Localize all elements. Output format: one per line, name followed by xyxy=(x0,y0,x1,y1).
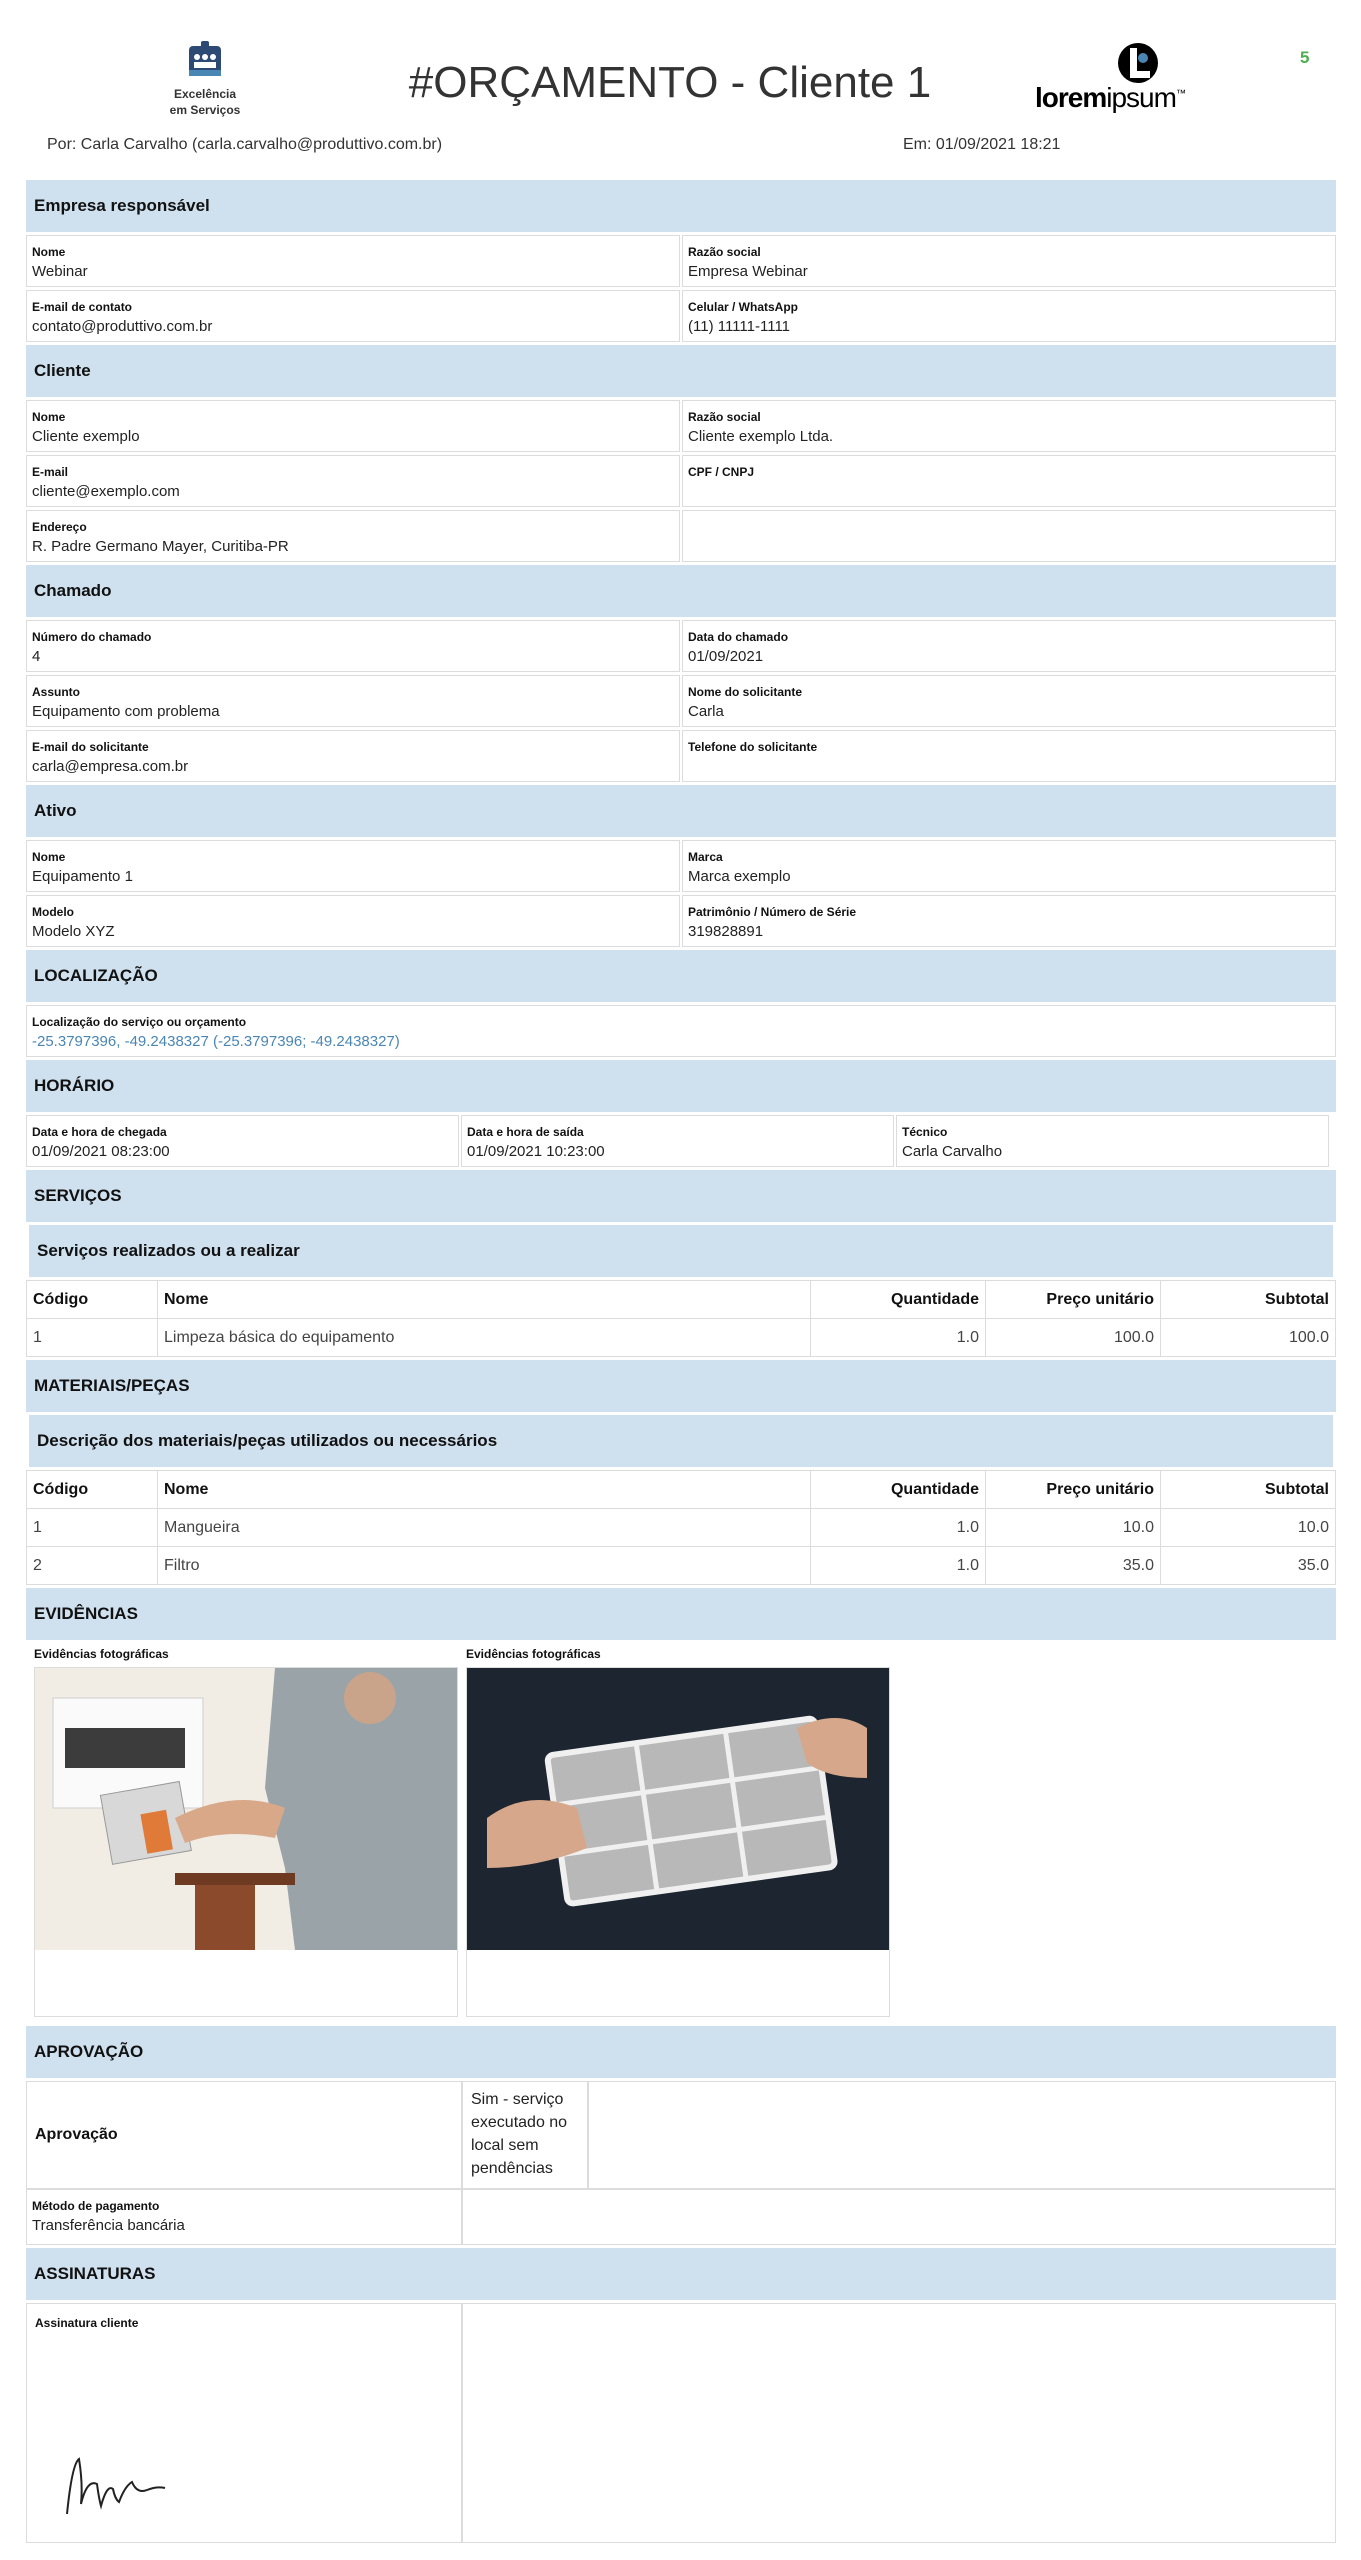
table-row: 1 Mangueira 1.0 10.0 10.0 xyxy=(27,1509,1336,1547)
report-body xyxy=(26,180,1336,2543)
section-empresa: Empresa responsável xyxy=(26,180,1336,232)
col-nome: Nome xyxy=(158,1471,811,1509)
table-row: 1 Limpeza básica do equipamento 1.0 100.0 100.0 xyxy=(27,1319,1336,1357)
section-ativo: Ativo xyxy=(26,785,1336,837)
field-ativo-patrimonio: Patrimônio / Número de Série 319828891 xyxy=(682,895,1336,947)
location-link[interactable]: -25.3797396, -49.2438327 (-25.3797396; -49.2438327) xyxy=(32,1033,400,1050)
signature-client: Assinatura cliente xyxy=(26,2303,462,2543)
logo-tagline-2: em Serviços xyxy=(169,103,241,117)
field-empresa-nome: Nome Webinar xyxy=(26,235,680,287)
col-preco: Preço unitário xyxy=(986,1471,1161,1509)
field-ativo-marca: Marca Marca exemplo xyxy=(682,840,1336,892)
field-empresa-celular: Celular / WhatsApp (11) 11111-1111 xyxy=(682,290,1336,342)
date-line: Em: 01/09/2021 18:21 xyxy=(903,136,1061,153)
section-aprovacao: APROVAÇÃO xyxy=(26,2026,1336,2078)
photo-ac-cleaning[interactable] xyxy=(35,1668,457,1950)
section-cliente: Cliente xyxy=(26,345,1336,397)
field-chamado-data: Data do chamado 01/09/2021 xyxy=(682,620,1336,672)
col-quantidade: Quantidade xyxy=(811,1281,986,1319)
company-logo xyxy=(160,40,250,117)
field-ativo-nome: Nome Equipamento 1 xyxy=(26,840,680,892)
field-empty xyxy=(682,510,1336,562)
signature-image xyxy=(57,2444,177,2524)
evidence-photo-2: Evidências fotográficas xyxy=(466,1647,890,2019)
section-horario: HORÁRIO xyxy=(26,1060,1336,1112)
field-horario-tecnico: Técnico Carla Carvalho xyxy=(896,1115,1329,1167)
photo-air-filter[interactable] xyxy=(467,1668,889,1950)
section-servicos: SERVIÇOS xyxy=(26,1170,1336,1222)
field-horario-saida: Data e hora de saída 01/09/2021 10:23:00 xyxy=(461,1115,894,1167)
lorem-logo-wordmark: loremipsum™ xyxy=(1035,82,1185,113)
materiais-table xyxy=(26,1470,1336,1585)
field-horario-chegada: Data e hora de chegada 01/09/2021 08:23:00 xyxy=(26,1115,459,1167)
col-nome: Nome xyxy=(158,1281,811,1319)
field-chamado-numero: Número do chamado 4 xyxy=(26,620,680,672)
section-evidencias: EVIDÊNCIAS xyxy=(26,1588,1336,1640)
section-assinaturas: ASSINATURAS xyxy=(26,2248,1336,2300)
materiais-subheading: Descrição dos materiais/peças utilizados ou necessários xyxy=(29,1415,1333,1467)
page-title: #ORÇAMENTO - Cliente 1 xyxy=(408,58,932,107)
approval-value: Sim - serviço executado no local sem pendências xyxy=(462,2081,588,2189)
field-chamado-assunto: Assunto Equipamento com problema xyxy=(26,675,680,727)
author-line: Por: Carla Carvalho (carla.carvalho@produttivo.com.br) xyxy=(47,136,443,153)
col-codigo: Código xyxy=(27,1281,158,1319)
field-cliente-endereco: Endereço R. Padre Germano Mayer, Curitiba-PR xyxy=(26,510,680,562)
lorem-ipsum-logo xyxy=(1035,42,1185,122)
logo-tagline-1: Excelência xyxy=(173,87,237,101)
col-subtotal: Subtotal xyxy=(1161,1471,1336,1509)
field-cliente-email: E-mail cliente@exemplo.com xyxy=(26,455,680,507)
field-chamado-email: E-mail do solicitante carla@empresa.com.br xyxy=(26,730,680,782)
signature-empty xyxy=(462,2303,1336,2543)
field-cliente-nome: Nome Cliente exemplo xyxy=(26,400,680,452)
approval-label: Aprovação xyxy=(26,2081,462,2189)
field-empresa-razao: Razão social Empresa Webinar xyxy=(682,235,1336,287)
page-number: 5 xyxy=(1300,48,1310,67)
col-subtotal: Subtotal xyxy=(1161,1281,1336,1319)
field-ativo-modelo: Modelo Modelo XYZ xyxy=(26,895,680,947)
field-chamado-telefone: Telefone do solicitante xyxy=(682,730,1336,782)
lorem-logo-icon xyxy=(1113,42,1163,84)
section-materiais: MATERIAIS/PEÇAS xyxy=(26,1360,1336,1412)
servicos-table xyxy=(26,1280,1336,1357)
col-preco: Preço unitário xyxy=(986,1281,1161,1319)
evidence-photos xyxy=(26,1643,1336,2023)
field-empresa-email: E-mail de contato contato@produttivo.com.br xyxy=(26,290,680,342)
badge-icon xyxy=(185,40,225,80)
field-chamado-solicitante: Nome do solicitante Carla xyxy=(682,675,1336,727)
document-header xyxy=(0,30,1361,120)
field-empty xyxy=(462,2189,1336,2245)
table-row: 2 Filtro 1.0 35.0 35.0 xyxy=(27,1547,1336,1585)
col-quantidade: Quantidade xyxy=(811,1471,986,1509)
field-cliente-razao: Razão social Cliente exemplo Ltda. xyxy=(682,400,1336,452)
section-localizacao: LOCALIZAÇÃO xyxy=(26,950,1336,1002)
field-metodo-pagamento: Método de pagamento Transferência bancária xyxy=(26,2189,462,2245)
evidence-photo-1: Evidências fotográficas xyxy=(34,1647,458,2019)
field-cliente-cpf: CPF / CNPJ xyxy=(682,455,1336,507)
approval-empty xyxy=(588,2081,1336,2189)
field-localizacao: Localização do serviço ou orçamento -25.3797396, -49.2438327 (-25.3797396; -49.2438327) xyxy=(26,1005,1336,1057)
col-codigo: Código xyxy=(27,1471,158,1509)
section-chamado: Chamado xyxy=(26,565,1336,617)
servicos-subheading: Serviços realizados ou a realizar xyxy=(29,1225,1333,1277)
